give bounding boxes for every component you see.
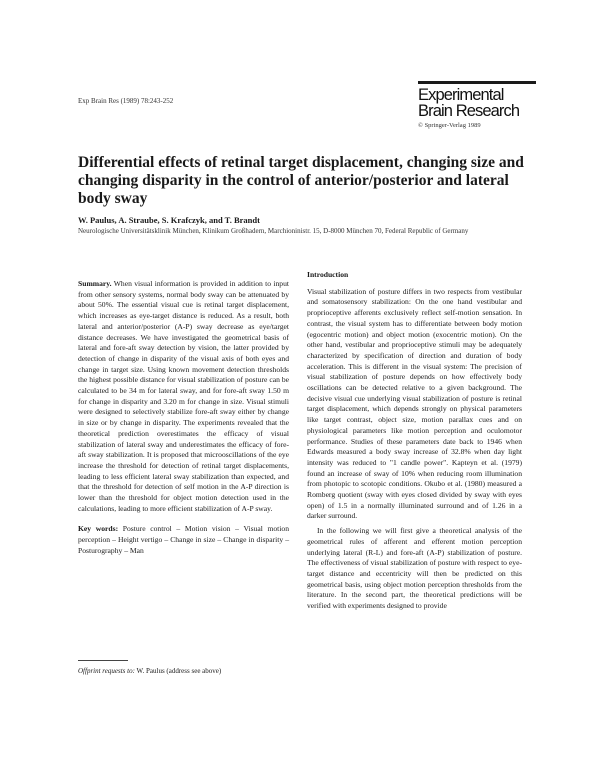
- copyright: © Springer-Verlag 1989: [418, 122, 481, 129]
- keywords: [78, 524, 289, 556]
- summary: [78, 279, 289, 514]
- logo-rule: [418, 81, 536, 84]
- keywords-label: Key words:: [78, 524, 119, 534]
- summary-text: When visual information is provided in addition to input from other sensory systems, normal body sway can be attenuated by about 50%. The essential visual cue is retinal target displacement, which increases as eye-target distance is reduced. As a result, both lateral and anterior/posterior (A-P) sway decrease as eye/target distance decreases. We have investigated the geometrical basis of lateral and fore-aft sway detection by vision, the latter provided by detection of change in disparity of the visual axis of both eyes and change in target size. Using known movement detection thresholds the highest possible distance for visual stabilization of posture can be calculated to be 34 m for lateral sway, and for fore-aft sway 1.50 m for change in disparity and 3.20 m for change in size. Visual stimuli were designed to selectively stabilize fore-aft sway either by change in size or by change in disparity. The experiments revealed that the theoretical prediction overestimates the efficacy of visual stabilization of lateral sway and underestimates the efficacy of fore-aft sway stabilization. It is proposed that microoscillations of the eye increase the threshold for detection of retinal target displacements, leading to less efficient lateral sway stabilization than expected, and that the threshold for detection of self motion in the A-P direction is lower than the threshold for object motion detection used in the calculations, leading to more efficient stabilization of A-P sway.: [78, 279, 289, 513]
- journal-logo: [418, 81, 538, 129]
- intro-paragraph-2: In the following we will first give a theoretical analysis of the geometrical rules of afferent and efferent motion perception underlying lateral (R-L) and fore-aft (A-P) stabilization of posture. The effectiveness of visual stabilization of posture with respect to eye-target distance and eccentricity will then be predicted on this geometrical basis, using object motion perception thresholds from the literature. In the second part, the theoretical predictions will be verified with experiments designed to provide: [307, 526, 522, 611]
- affiliation: Neurologische Universitätsklinik München, Klinikum Großhadern, Marchioninistr. 15, D-8000 München 70, Federal Republic of Germany: [78, 227, 469, 235]
- article-title: Differential effects of retinal target displacement, changing size and changing disparity in the control of anterior/posterior and lateral body sway: [78, 154, 524, 207]
- introduction-heading: Introduction: [307, 270, 349, 279]
- summary-label: Summary.: [78, 279, 112, 288]
- journal-reference: Exp Brain Res (1989) 78:243-252: [78, 97, 174, 105]
- authors: W. Paulus, A. Straube, S. Krafczyk, and T. Brandt: [78, 215, 260, 225]
- left-column: [78, 279, 289, 557]
- offprint-label: Offprint requests to:: [78, 667, 135, 675]
- logo-line-2: Brain Research: [418, 102, 520, 120]
- right-column: [307, 270, 522, 612]
- intro-paragraph-1: Visual stabilization of posture differs in two respects from vestibular and somatosensory stabilization: On the one hand vestibular and proprioceptive afferents exclusively reflect self-motion sensation. In contrast, the visual system has to differentiate between body motion (egocentric motion) and object motion (exocentric motion). On the other hand, vestibular and proprioceptive stimuli may be adequately characterized by specification of direction and duration of body acceleration. This is different in the visual system: The precision of visual stabilization of posture depends on how effectively body oscillations can be detected relative to a given background. The decisive visual cue underlying visual stabilization of posture is retinal target displacement, which depends strongly on physical parameters like target contrast, object size, motion parallax cues and on physiological parameters like motion perception and oculomotor performance. Studies of these parameters date back to 1946 when Edwards measured a body sway increase of 32.8% when day light intensity was reduced to "1 candle power". Kapteyn et al. (1979) found an increase of sway of 10% when reducing room illumination from photopic to scotopic conditions. Okubo et al. (1980) measured a Romberg quotient (sway with eyes closed divided by sway with eyes open) of 1.5 in a normally illuminated surround and of 1.26 in a darker surround.: [307, 286, 522, 521]
- footnote-rule: [78, 660, 128, 661]
- offprint-note: [78, 667, 221, 675]
- logo-line-1: Experimental: [418, 86, 504, 104]
- offprint-text: W. Paulus (address see above): [136, 667, 222, 675]
- keywords-text: Posture control – Motion vision – Visual motion perception – Height vertigo – Change in size – Change in disparity – Posturography – Man: [78, 524, 289, 555]
